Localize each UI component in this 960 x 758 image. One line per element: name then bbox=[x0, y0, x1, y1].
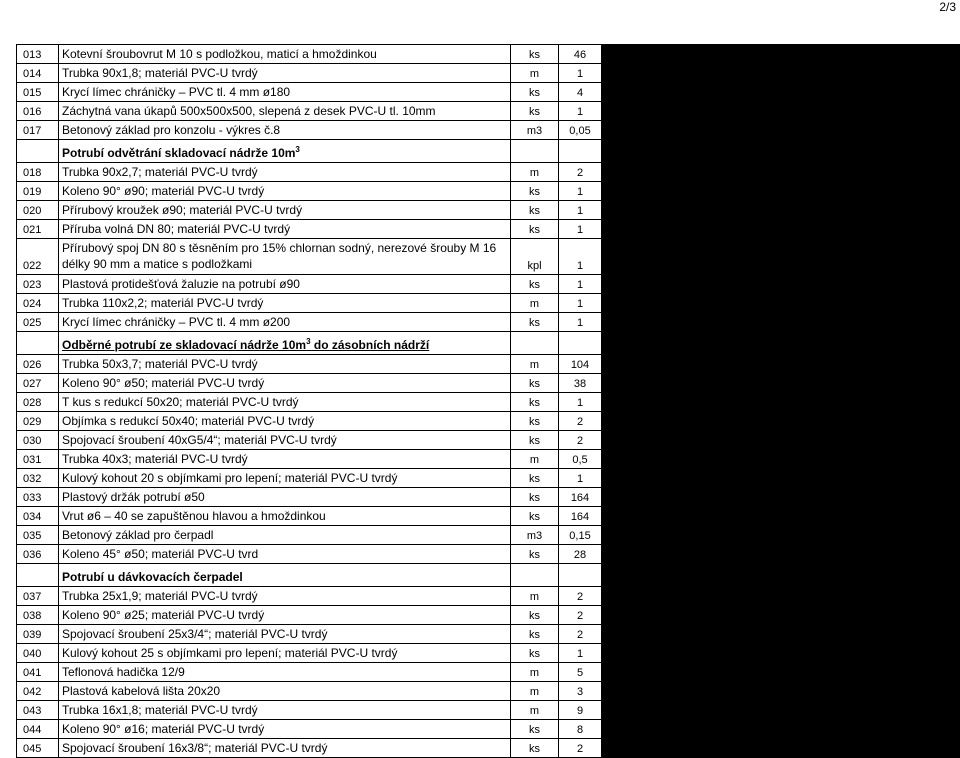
item-unit: ks bbox=[511, 606, 559, 624]
item-quantity: 1 bbox=[559, 393, 602, 411]
table-row bbox=[16, 469, 960, 488]
redacted-area bbox=[602, 45, 960, 63]
item-description: Trubka 40x3; materiál PVC-U tvrdý bbox=[59, 450, 511, 468]
table-row bbox=[16, 587, 960, 606]
redacted-area bbox=[602, 701, 960, 719]
table-row bbox=[16, 412, 960, 431]
item-description: Plastová kabelová lišta 20x20 bbox=[59, 682, 511, 700]
item-description: Koleno 90° ø25; materiál PVC-U tvrdý bbox=[59, 606, 511, 624]
item-quantity: 5 bbox=[559, 663, 602, 681]
table-row bbox=[16, 220, 960, 239]
item-description: Krycí límec chráničky – PVC tl. 4 mm ø200 bbox=[59, 313, 511, 331]
superscript: 3 bbox=[295, 145, 300, 154]
section-heading-text: Potrubí odvětrání skladovací nádrže 10m bbox=[62, 146, 296, 160]
table-row bbox=[16, 682, 960, 701]
item-unit: m3 bbox=[511, 121, 559, 139]
item-quantity: 2 bbox=[559, 163, 602, 181]
item-number: 036 bbox=[16, 545, 59, 563]
item-description: Plastová protidešťová žaluzie na potrubí ø90 bbox=[59, 275, 511, 293]
item-description: Betonový základ pro konzolu - výkres č.8 bbox=[59, 121, 511, 139]
item-unit: m bbox=[511, 163, 559, 181]
redacted-area bbox=[602, 163, 960, 181]
item-number: 013 bbox=[16, 45, 59, 63]
item-number: 027 bbox=[16, 374, 59, 392]
item-number: 042 bbox=[16, 682, 59, 700]
item-quantity: 0,05 bbox=[559, 121, 602, 139]
item-unit: ks bbox=[511, 488, 559, 506]
redacted-area bbox=[602, 313, 960, 331]
table-row bbox=[16, 644, 960, 663]
item-description: Kulový kohout 25 s objímkami pro lepení; materiál PVC-U tvrdý bbox=[59, 644, 511, 662]
item-number: 033 bbox=[16, 488, 59, 506]
table-row bbox=[16, 294, 960, 313]
redacted-area bbox=[602, 720, 960, 738]
item-number: 017 bbox=[16, 121, 59, 139]
item-unit: ks bbox=[511, 507, 559, 525]
item-quantity: 8 bbox=[559, 720, 602, 738]
item-unit: ks bbox=[511, 220, 559, 238]
item-quantity: 3 bbox=[559, 682, 602, 700]
item-quantity: 28 bbox=[559, 545, 602, 563]
redacted-area bbox=[602, 488, 960, 506]
section-heading-row bbox=[16, 564, 960, 587]
item-unit: ks bbox=[511, 275, 559, 293]
item-description: Plastový držák potrubí ø50 bbox=[59, 488, 511, 506]
section-heading-row bbox=[16, 332, 960, 355]
redacted-area bbox=[602, 526, 960, 544]
superscript: 3 bbox=[306, 337, 311, 346]
table-row bbox=[16, 201, 960, 220]
item-unit: kpl bbox=[511, 239, 559, 274]
table-row bbox=[16, 739, 960, 758]
item-quantity: 4 bbox=[559, 83, 602, 101]
item-unit: ks bbox=[511, 431, 559, 449]
section-heading-rest: do zásobních nádrží bbox=[310, 338, 430, 352]
item-unit: ks bbox=[511, 720, 559, 738]
redacted-area bbox=[602, 83, 960, 101]
item-quantity: 9 bbox=[559, 701, 602, 719]
redacted-area bbox=[602, 121, 960, 139]
item-unit: ks bbox=[511, 45, 559, 63]
item-number: 034 bbox=[16, 507, 59, 525]
redacted-area bbox=[602, 201, 960, 219]
redacted-area bbox=[602, 355, 960, 373]
item-description: T kus s redukcí 50x20; materiál PVC-U tvrdý bbox=[59, 393, 511, 411]
item-number: 032 bbox=[16, 469, 59, 487]
item-quantity bbox=[559, 140, 602, 162]
item-description: Trubka 90x2,7; materiál PVC-U tvrdý bbox=[59, 163, 511, 181]
table-row bbox=[16, 45, 960, 64]
item-description: Spojovací šroubení 16x3/8“; materiál PVC-U tvrdý bbox=[59, 739, 511, 757]
redacted-area bbox=[602, 682, 960, 700]
item-unit: ks bbox=[511, 739, 559, 757]
table-row bbox=[16, 163, 960, 182]
table-row bbox=[16, 121, 960, 140]
item-quantity: 1 bbox=[559, 644, 602, 662]
item-number: 041 bbox=[16, 663, 59, 681]
item-number bbox=[16, 332, 59, 354]
redacted-area bbox=[602, 393, 960, 411]
table-row bbox=[16, 507, 960, 526]
item-unit bbox=[511, 564, 559, 586]
item-description: Objímka s redukcí 50x40; materiál PVC-U tvrdý bbox=[59, 412, 511, 430]
table-row bbox=[16, 275, 960, 294]
item-number: 016 bbox=[16, 102, 59, 120]
item-table bbox=[16, 44, 960, 758]
table-row bbox=[16, 701, 960, 720]
item-unit: m3 bbox=[511, 526, 559, 544]
item-number bbox=[16, 564, 59, 586]
item-description: Přírubový kroužek ø90; materiál PVC-U tvrdý bbox=[59, 201, 511, 219]
table-row bbox=[16, 545, 960, 564]
item-quantity bbox=[559, 564, 602, 586]
item-unit: m bbox=[511, 701, 559, 719]
redacted-area bbox=[602, 469, 960, 487]
table-row bbox=[16, 393, 960, 412]
redacted-area bbox=[602, 374, 960, 392]
item-quantity: 1 bbox=[559, 469, 602, 487]
table-row bbox=[16, 663, 960, 682]
item-quantity: 1 bbox=[559, 102, 602, 120]
item-description: Trubka 110x2,2; materiál PVC-U tvrdý bbox=[59, 294, 511, 312]
item-quantity: 1 bbox=[559, 182, 602, 200]
item-quantity: 1 bbox=[559, 220, 602, 238]
item-description: Kulový kohout 20 s objímkami pro lepení; materiál PVC-U tvrdý bbox=[59, 469, 511, 487]
redacted-area bbox=[602, 294, 960, 312]
redacted-area bbox=[602, 587, 960, 605]
item-description: Příruba volná DN 80; materiál PVC-U tvrdý bbox=[59, 220, 511, 238]
item-unit: m bbox=[511, 450, 559, 468]
item-unit: m bbox=[511, 294, 559, 312]
item-unit: ks bbox=[511, 374, 559, 392]
item-unit bbox=[511, 332, 559, 354]
item-description: Betonový základ pro čerpadl bbox=[59, 526, 511, 544]
item-quantity: 1 bbox=[559, 275, 602, 293]
item-description: Krycí límec chráničky – PVC tl. 4 mm ø180 bbox=[59, 83, 511, 101]
item-number: 018 bbox=[16, 163, 59, 181]
table-row bbox=[16, 526, 960, 545]
redacted-area bbox=[602, 182, 960, 200]
redacted-area bbox=[602, 450, 960, 468]
redacted-area bbox=[602, 545, 960, 563]
page-number: 2/3 bbox=[939, 0, 956, 14]
item-description: Vrut ø6 – 40 se zapuštěnou hlavou a hmoždinkou bbox=[59, 507, 511, 525]
item-number: 020 bbox=[16, 201, 59, 219]
item-number: 039 bbox=[16, 625, 59, 643]
item-unit: ks bbox=[511, 201, 559, 219]
redacted-area bbox=[602, 102, 960, 120]
item-number: 038 bbox=[16, 606, 59, 624]
item-quantity: 0,5 bbox=[559, 450, 602, 468]
item-description: Trubka 16x1,8; materiál PVC-U tvrdý bbox=[59, 701, 511, 719]
table-row bbox=[16, 625, 960, 644]
item-description: Spojovací šroubení 40xG5/4“; materiál PVC-U tvrdý bbox=[59, 431, 511, 449]
item-number: 022 bbox=[16, 239, 59, 274]
section-heading bbox=[59, 564, 511, 586]
redacted-area bbox=[602, 412, 960, 430]
item-number: 029 bbox=[16, 412, 59, 430]
item-description: Trubka 90x1,8; materiál PVC-U tvrdý bbox=[59, 64, 511, 82]
item-number: 030 bbox=[16, 431, 59, 449]
redacted-area bbox=[602, 64, 960, 82]
item-number: 031 bbox=[16, 450, 59, 468]
item-description: Kotevní šroubovrut M 10 s podložkou, maticí a hmoždinkou bbox=[59, 45, 511, 63]
table-row bbox=[16, 83, 960, 102]
redacted-area bbox=[602, 625, 960, 643]
item-description: Koleno 90° ø90; materiál PVC-U tvrdý bbox=[59, 182, 511, 200]
item-description-text: Přírubový spoj DN 80 s těsněním pro 15% chlornan sodný, nerezové šrouby M 16 délky 90 mm a matice s podložkami bbox=[62, 241, 497, 271]
redacted-area bbox=[602, 220, 960, 238]
item-number: 043 bbox=[16, 701, 59, 719]
item-unit: ks bbox=[511, 469, 559, 487]
section-heading bbox=[59, 332, 511, 354]
item-unit: ks bbox=[511, 644, 559, 662]
item-quantity: 2 bbox=[559, 412, 602, 430]
item-unit: m bbox=[511, 355, 559, 373]
section-heading-text: Potrubí u dávkovacích čerpadel bbox=[62, 570, 243, 584]
redacted-area bbox=[602, 431, 960, 449]
item-quantity: 2 bbox=[559, 606, 602, 624]
item-unit bbox=[511, 140, 559, 162]
item-quantity: 2 bbox=[559, 625, 602, 643]
item-quantity: 164 bbox=[559, 507, 602, 525]
item-quantity bbox=[559, 332, 602, 354]
table-row bbox=[16, 355, 960, 374]
item-unit: ks bbox=[511, 412, 559, 430]
item-quantity: 38 bbox=[559, 374, 602, 392]
item-unit: m bbox=[511, 663, 559, 681]
item-number: 015 bbox=[16, 83, 59, 101]
table-row bbox=[16, 374, 960, 393]
item-number: 014 bbox=[16, 64, 59, 82]
item-quantity: 1 bbox=[559, 294, 602, 312]
table-row bbox=[16, 182, 960, 201]
table-row bbox=[16, 64, 960, 83]
item-unit: ks bbox=[511, 393, 559, 411]
table-row bbox=[16, 102, 960, 121]
item-quantity: 1 bbox=[559, 239, 602, 274]
item-description: Trubka 25x1,9; materiál PVC-U tvrdý bbox=[59, 587, 511, 605]
table-row bbox=[16, 606, 960, 625]
item-number: 026 bbox=[16, 355, 59, 373]
item-unit: ks bbox=[511, 182, 559, 200]
item-unit: ks bbox=[511, 545, 559, 563]
item-number: 037 bbox=[16, 587, 59, 605]
item-number: 028 bbox=[16, 393, 59, 411]
redacted-area bbox=[602, 564, 960, 586]
item-number: 023 bbox=[16, 275, 59, 293]
item-number bbox=[16, 140, 59, 162]
item-number: 024 bbox=[16, 294, 59, 312]
redacted-area bbox=[602, 663, 960, 681]
item-description: Koleno 45° ø50; materiál PVC-U tvrd bbox=[59, 545, 511, 563]
redacted-area bbox=[602, 739, 960, 757]
item-quantity: 46 bbox=[559, 45, 602, 63]
redacted-area bbox=[602, 606, 960, 624]
item-unit: m bbox=[511, 587, 559, 605]
item-description: Teflonová hadička 12/9 bbox=[59, 663, 511, 681]
redacted-area bbox=[602, 507, 960, 525]
item-number: 045 bbox=[16, 739, 59, 757]
item-description: Trubka 50x3,7; materiál PVC-U tvrdý bbox=[59, 355, 511, 373]
redacted-area bbox=[602, 140, 960, 162]
item-quantity: 2 bbox=[559, 587, 602, 605]
table-row bbox=[16, 313, 960, 332]
item-quantity: 1 bbox=[559, 201, 602, 219]
section-heading-text: Odběrné potrubí ze skladovací nádrže 10m bbox=[62, 338, 307, 352]
table-row bbox=[16, 488, 960, 507]
item-number: 035 bbox=[16, 526, 59, 544]
item-description: Záchytná vana úkapů 500x500x500, slepená z desek PVC-U tl. 10mm bbox=[59, 102, 511, 120]
redacted-area bbox=[602, 644, 960, 662]
item-quantity: 1 bbox=[559, 313, 602, 331]
section-heading-row bbox=[16, 140, 960, 163]
item-quantity: 2 bbox=[559, 739, 602, 757]
item-number: 021 bbox=[16, 220, 59, 238]
item-number: 044 bbox=[16, 720, 59, 738]
table-row bbox=[16, 431, 960, 450]
item-quantity: 2 bbox=[559, 431, 602, 449]
item-unit: m bbox=[511, 682, 559, 700]
table-row bbox=[16, 450, 960, 469]
redacted-area bbox=[602, 332, 960, 354]
item-unit: m bbox=[511, 64, 559, 82]
redacted-area bbox=[602, 239, 960, 274]
item-quantity: 164 bbox=[559, 488, 602, 506]
item-unit: ks bbox=[511, 313, 559, 331]
item-quantity: 104 bbox=[559, 355, 602, 373]
item-number: 019 bbox=[16, 182, 59, 200]
item-description: Koleno 90° ø50; materiál PVC-U tvrdý bbox=[59, 374, 511, 392]
item-quantity: 1 bbox=[559, 64, 602, 82]
item-description: Spojovací šroubení 25x3/4“; materiál PVC-U tvrdý bbox=[59, 625, 511, 643]
table-row bbox=[16, 720, 960, 739]
item-number: 025 bbox=[16, 313, 59, 331]
item-quantity: 0,15 bbox=[559, 526, 602, 544]
table-row bbox=[16, 239, 960, 275]
redacted-area bbox=[602, 275, 960, 293]
item-description bbox=[59, 239, 511, 274]
section-heading bbox=[59, 140, 511, 162]
item-unit: ks bbox=[511, 102, 559, 120]
item-number: 040 bbox=[16, 644, 59, 662]
item-description: Koleno 90° ø16; materiál PVC-U tvrdý bbox=[59, 720, 511, 738]
item-unit: ks bbox=[511, 625, 559, 643]
item-unit: ks bbox=[511, 83, 559, 101]
